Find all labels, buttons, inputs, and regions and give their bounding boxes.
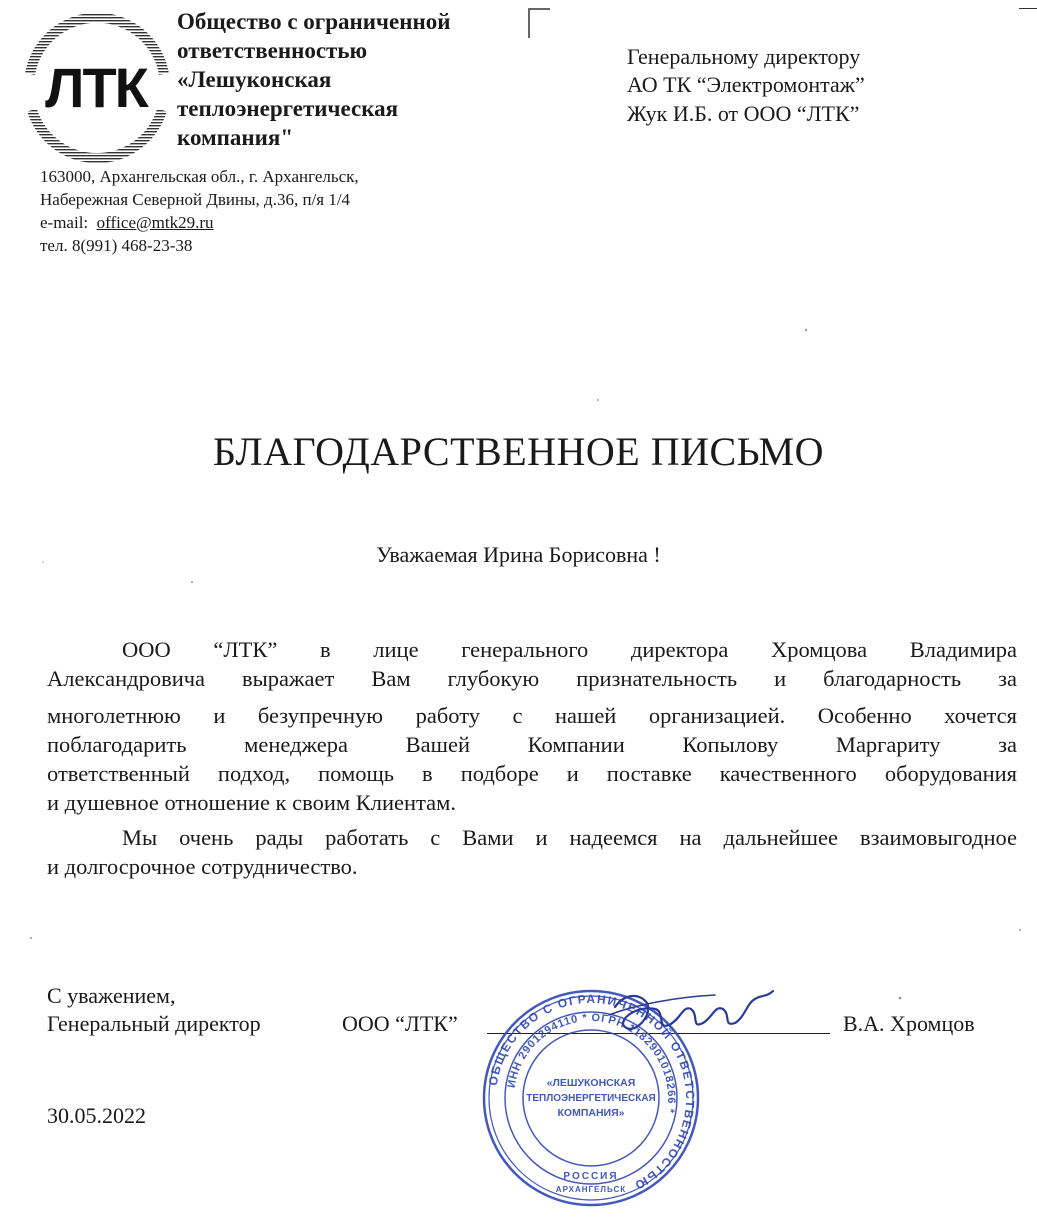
- paragraph-2-line-2: и долгосрочное сотрудничество.: [47, 854, 358, 879]
- signer-name: В.А. Хромцов: [843, 1011, 975, 1036]
- org-name-line-4: теплоэнергетическая: [177, 96, 399, 121]
- paragraph-1-line-1: ООО “ЛТК” в лице генерального директора Хромцова Владимира: [122, 637, 1017, 662]
- letter-date: 30.05.2022: [47, 1103, 146, 1128]
- recipient-line-1: Генеральному директору: [627, 44, 861, 69]
- org-name-line-5: компания": [177, 125, 294, 150]
- stamp-country: РОССИЯ: [563, 1171, 619, 1182]
- recipient-line-2: АО ТК “Электромонтаж”: [627, 72, 865, 97]
- phone-line: тел. 8(991) 468-23-38: [40, 236, 193, 255]
- paragraph-2-line-1: Мы очень рады работать с Вами и надеемся на дальнейшее взаимовыгодное: [122, 825, 1017, 850]
- company-logo: [22, 14, 172, 164]
- corner-mark-right: [1019, 8, 1037, 13]
- signer-company: ООО “ЛТК”: [342, 1011, 458, 1036]
- paragraph-1-line-6: и душевное отношение к своим Клиентам.: [47, 790, 456, 815]
- email-label: e-mail:: [40, 213, 89, 232]
- email-link[interactable]: office@mtk29.ru: [96, 213, 214, 232]
- stamp-outer-text: ОБЩЕСТВО С ОГРАНИЧЕННОЙ ОТВЕТСТВЕННОСТЬЮ: [485, 991, 698, 1194]
- stamp-center-line-3: КОМПАНИЯ»: [557, 1107, 625, 1119]
- stamp-inn-text: ИНН 2901294110 * ОГРН 1182901018266 *: [505, 1011, 678, 1115]
- paragraph-1-line-2: Александровича выражает Вам глубокую признательность и благодарность за: [47, 666, 1017, 691]
- stamp-center-line-1: «ЛЕШУКОНСКАЯ: [546, 1077, 636, 1089]
- org-name-line-1: Общество с ограниченной: [177, 9, 451, 34]
- org-name-line-3: «Лешуконская: [177, 67, 332, 92]
- signer-position: Генеральный директор: [47, 1011, 261, 1036]
- paragraph-1-line-4: поблагодарить менеджера Вашей Компании Копылову Маргариту за: [47, 732, 1017, 757]
- stamp-center-line-2: ТЕПЛОЭНЕРГЕТИЧЕСКАЯ: [526, 1093, 656, 1104]
- stamp-city: АРХАНГЕЛЬСК: [555, 1185, 627, 1194]
- handwritten-signature: [595, 985, 785, 1045]
- closing: С уважением,: [47, 983, 176, 1008]
- address-line-2: Набережная Северной Двины, д.36, п/я 1/4: [40, 190, 351, 209]
- org-name-line-2: ответственностью: [177, 38, 368, 63]
- address-line-1: 163000, Архангельская обл., г. Архангельск,: [40, 167, 359, 186]
- paragraph-1-line-5: ответственный подход, помощь в подборе и поставке качественного оборудования: [47, 761, 1017, 786]
- logo-text: ЛТК: [45, 56, 147, 119]
- salutation: Уважаемая Ирина Борисовна !: [376, 542, 661, 567]
- email-line: [40, 212, 214, 234]
- recipient-line-3: Жук И.Б. от ООО “ЛТК”: [627, 101, 860, 126]
- corner-mark: [528, 8, 550, 38]
- paragraph-1-line-3: многолетнюю и безупречную работу с нашей организацией. Особенно хочется: [47, 703, 1017, 728]
- document-title: БЛАГОДАРСТВЕННОЕ ПИСЬМО: [212, 429, 824, 474]
